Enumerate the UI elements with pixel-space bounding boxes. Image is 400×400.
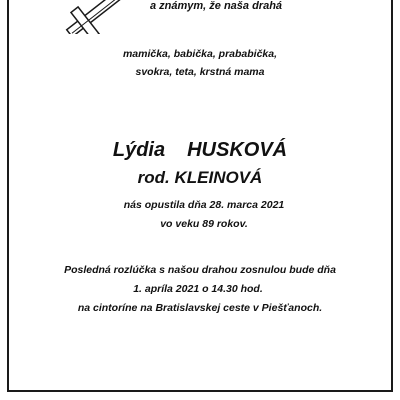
maiden-name: rod. KLEINOVÁ	[137, 168, 263, 187]
surname: HUSKOVÁ	[187, 139, 288, 161]
deceased-name	[0, 139, 400, 162]
relations-line-1: mamička, babička, prababička,	[122, 48, 278, 60]
funeral-line-1: Posledná rozlúčka s našou drahou zosnulou bude dňa	[64, 264, 336, 276]
death-date-line: nás opustila dňa 28. marca 2021	[123, 199, 285, 211]
funeral-date-line: 1. apríla 2021 o 14.30 hod.	[133, 283, 263, 295]
funeral-place-line: na cintoríne na Bratislavskej ceste v Piešťanoch.	[77, 302, 323, 314]
relations-line-2: svokra, teta, krstná mama	[135, 66, 265, 78]
intro-line: a známym, že naša drahá	[149, 0, 283, 12]
given-name: Lýdia	[112, 139, 166, 161]
age-line: vo veku 89 rokov.	[160, 218, 248, 230]
border-bottom	[7, 390, 393, 392]
